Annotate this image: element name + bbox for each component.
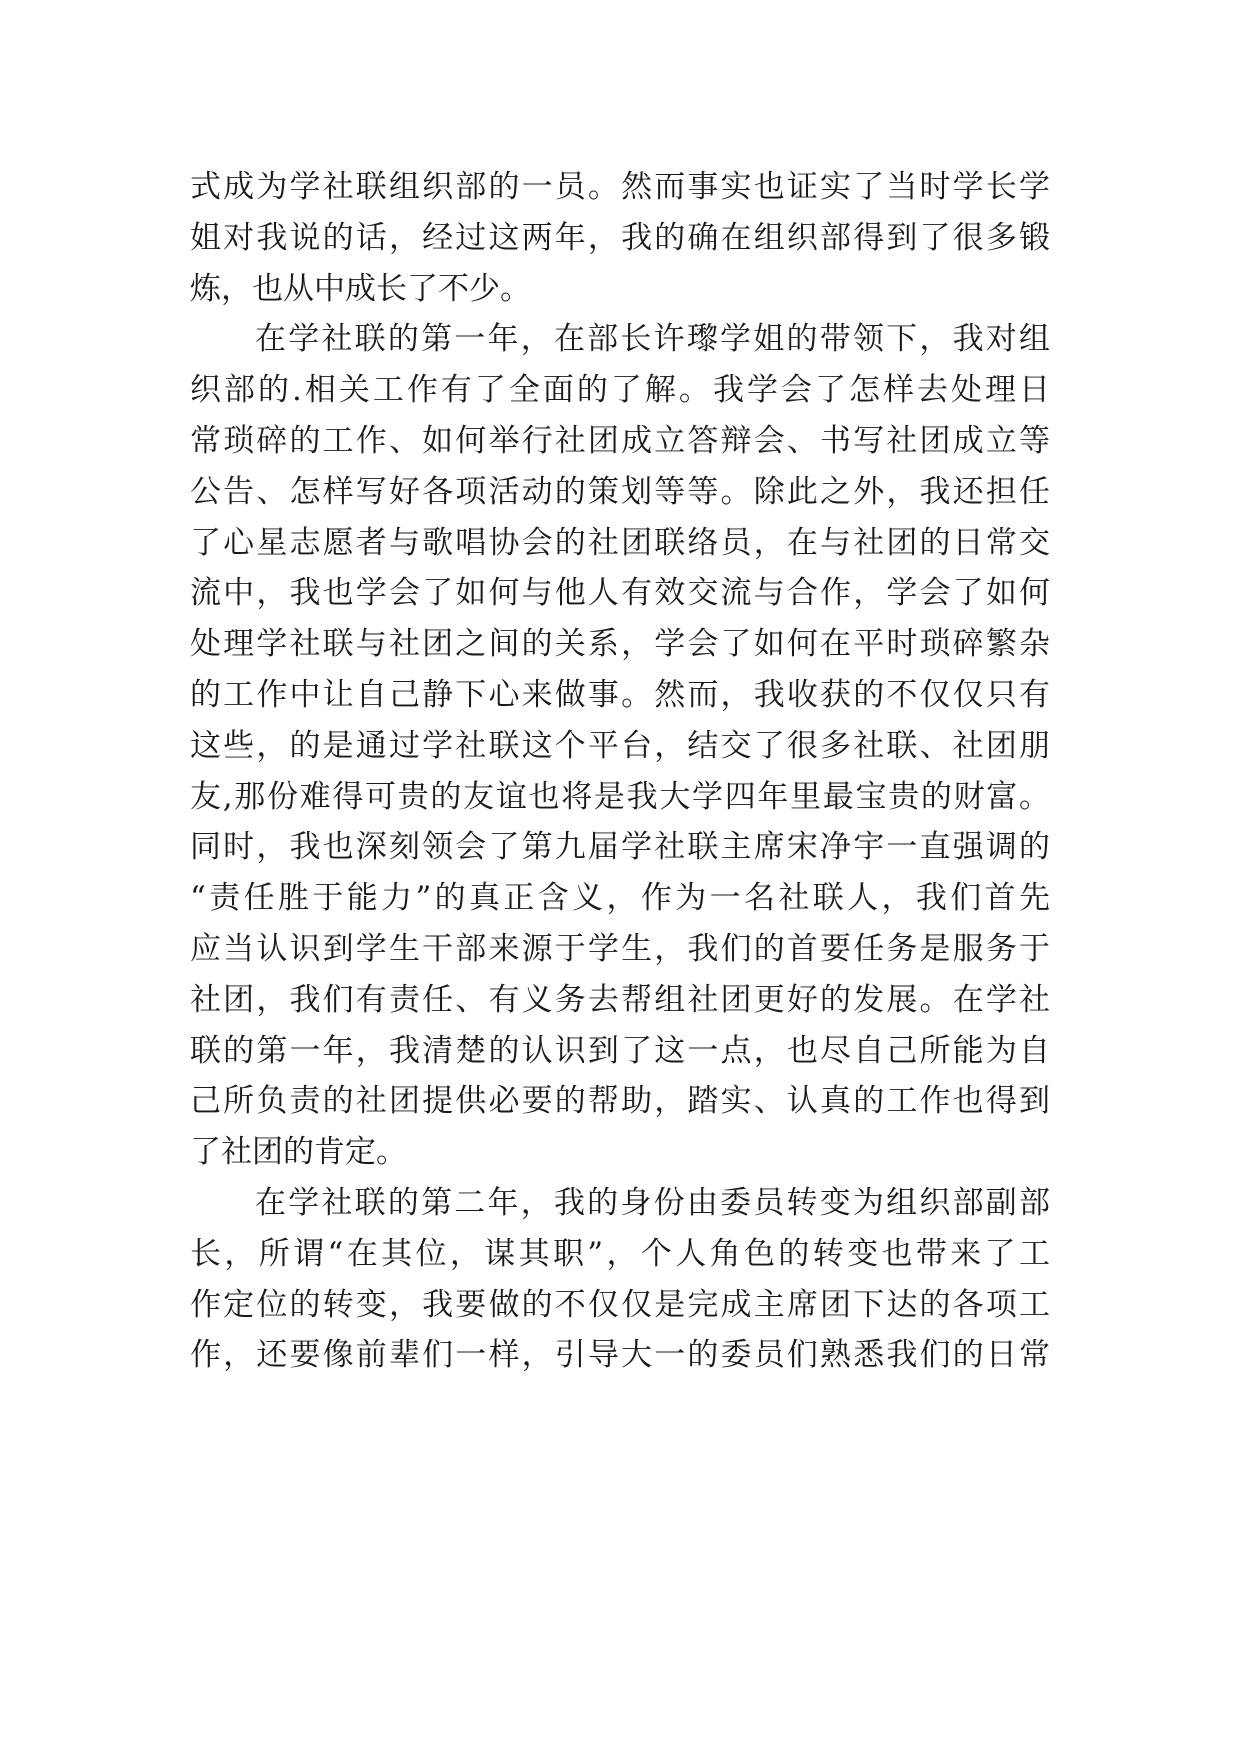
text-line: “责任胜于能力”的真正含义，作为一名社联人，我们首先 (190, 880, 1050, 917)
text-line: 作，还要像前辈们一样，引导大一的委员们熟悉我们的日常 (190, 1337, 1050, 1374)
text-line: 在学社联的第一年，在部长许瓈学姐的带领下，我对组 (255, 321, 1050, 358)
text-line: 长，所谓“在其位，谋其职”，个人角色的转变也带来了工 (190, 1235, 1050, 1272)
text-line: 作定位的转变，我要做的不仅仅是完成主席团下达的各项工 (190, 1286, 1050, 1323)
text-line: 了社团的肯定。 (190, 1134, 407, 1171)
text-line: 这些，的是通过学社联这个平台，结交了很多社联、社团朋 (190, 727, 1050, 764)
text-line: 在学社联的第二年，我的身份由委员转变为组织部副部 (255, 1184, 1050, 1221)
text-line: 炼，也从中成长了不少。 (190, 270, 531, 307)
text-line: 的工作中让自己静下心来做事。然而，我收获的不仅仅只有 (190, 676, 1050, 713)
text-line: 公告、怎样写好各项活动的策划等等。除此之外，我还担任 (190, 473, 1050, 510)
text-line: 联的第一年，我清楚的认识到了这一点，也尽自己所能为自 (190, 1032, 1050, 1069)
text-line: 社团，我们有责任、有义务去帮组社团更好的发展。在学社 (190, 981, 1050, 1018)
text-line: 流中，我也学会了如何与他人有效交流与合作，学会了如何 (190, 575, 1050, 612)
text-line: 常琐碎的工作、如何举行社团成立答辩会、书写社团成立等 (190, 422, 1050, 459)
document-body (190, 162, 1050, 1381)
text-line: 式成为学社联组织部的一员。然而事实也证实了当时学长学 (190, 169, 1050, 205)
text-line: 己所负责的社团提供必要的帮助，踏实、认真的工作也得到 (190, 1083, 1050, 1120)
text-line: 姐对我说的话，经过这两年，我的确在组织部得到了很多锻 (190, 219, 1050, 256)
text-line: 了心星志愿者与歌唱协会的社团联络员，在与社团的日常交 (190, 524, 1050, 561)
text-line: 友,那份难得可贵的友谊也将是我大学四年里最宝贵的财富。 (190, 778, 1050, 815)
text-line: 同时，我也深刻领会了第九届学社联主席宋净宇一直强调的 (190, 829, 1050, 866)
text-line: 处理学社联与社团之间的关系，学会了如何在平时琐碎繁杂 (190, 626, 1050, 663)
text-line: 织部的.相关工作有了全面的了解。我学会了怎样去处理日 (190, 372, 1050, 409)
text-line: 应当认识到学生干部来源于学生，我们的首要任务是服务于 (190, 930, 1050, 967)
